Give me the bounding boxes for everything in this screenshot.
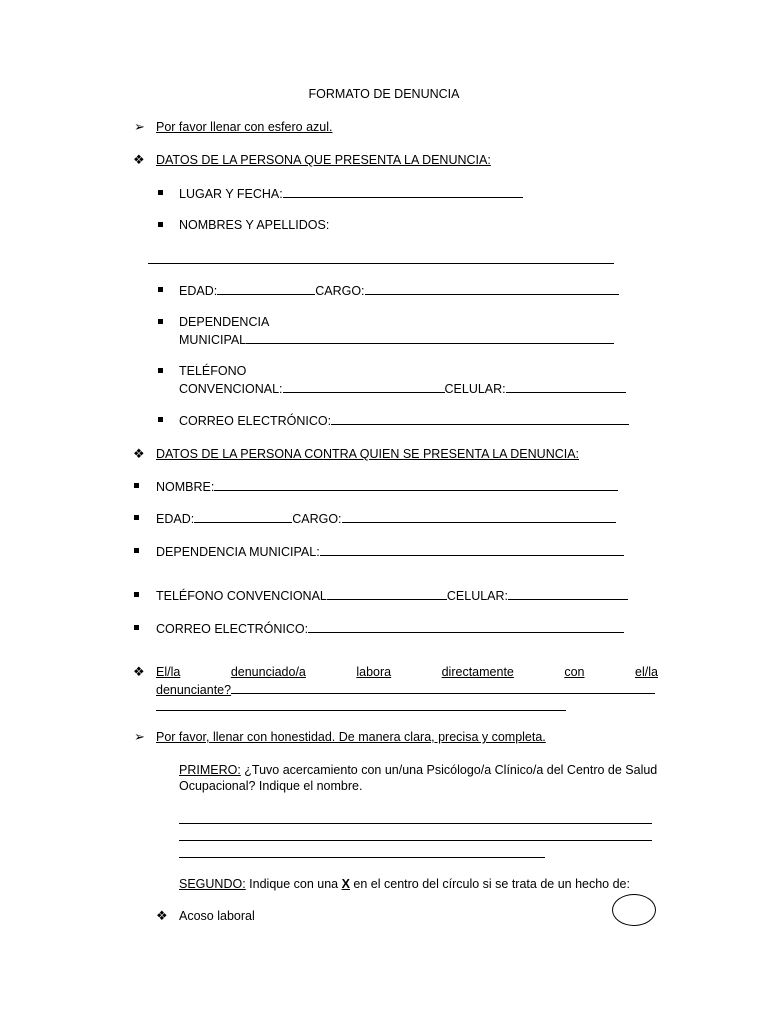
- field-label: EDAD:: [179, 284, 218, 298]
- blank-line[interactable]: [246, 332, 614, 344]
- field-label: CELULAR:: [446, 589, 509, 603]
- field-label: EDAD:: [156, 512, 195, 526]
- square-bullet-icon: [158, 287, 163, 292]
- field-label: CORREO ELECTRÓNICO:: [179, 414, 332, 428]
- option-acoso-laboral: Acoso laboral: [179, 909, 255, 923]
- blank-line[interactable]: [365, 283, 619, 295]
- blank-line[interactable]: [283, 186, 523, 198]
- field-dependencia-label: DEPENDENCIA: [179, 315, 270, 329]
- question-line-2[interactable]: [156, 682, 655, 697]
- instruction-blue-pen: Por favor llenar con esfero azul.: [156, 120, 333, 134]
- square-bullet-icon: [158, 368, 163, 373]
- blank-line[interactable]: [308, 621, 624, 633]
- field-telefono-label: TELÉFONO: [179, 364, 247, 378]
- question-word: el/la: [635, 665, 658, 679]
- field-label: CARGO:: [315, 284, 365, 298]
- blank-line[interactable]: [214, 479, 618, 491]
- mark-circle[interactable]: [612, 894, 656, 926]
- blank-line[interactable]: [320, 544, 624, 556]
- square-bullet-icon: [158, 417, 163, 422]
- field-label: TELÉFONO CONVENCIONAL: [156, 589, 327, 603]
- document-title: FORMATO DE DENUNCIA: [308, 87, 460, 101]
- field-edad-cargo[interactable]: [179, 283, 619, 298]
- square-bullet-icon: [134, 625, 139, 630]
- blank-line[interactable]: [506, 381, 626, 393]
- question-word: El/la: [156, 665, 181, 679]
- blank-line-primero[interactable]: [179, 840, 652, 841]
- square-bullet-icon: [158, 190, 163, 195]
- blank-line[interactable]: [331, 413, 629, 425]
- field-correo-2[interactable]: [156, 621, 624, 636]
- blank-line[interactable]: [217, 283, 315, 295]
- primero-line-2: Ocupacional? Indique el nombre.: [179, 779, 363, 793]
- field-dependencia[interactable]: [179, 332, 614, 347]
- blank-line-question[interactable]: [156, 710, 566, 711]
- field-lugar-fecha[interactable]: [179, 186, 523, 201]
- blank-line[interactable]: [194, 511, 292, 523]
- question-line-1: [156, 665, 658, 679]
- section-1-heading: DATOS DE LA PERSONA QUE PRESENTA LA DENUNCIA:: [156, 153, 491, 167]
- field-telefono-celular[interactable]: [179, 381, 626, 396]
- question-word: labora: [356, 665, 392, 679]
- blank-line-nombres[interactable]: [148, 263, 614, 264]
- primero-label: PRIMERO:: [179, 763, 241, 777]
- segundo-text: Indique con una: [245, 877, 342, 891]
- arrow-bullet-icon: ➢: [134, 729, 145, 744]
- square-bullet-icon: [134, 483, 139, 488]
- square-bullet-icon: [134, 592, 139, 597]
- blank-line[interactable]: [508, 588, 628, 600]
- field-correo[interactable]: [179, 413, 629, 428]
- question-word: denunciado/a: [230, 665, 306, 679]
- field-label: CONVENCIONAL:: [179, 382, 283, 396]
- blank-line[interactable]: [327, 588, 447, 600]
- field-label: CELULAR:: [444, 382, 506, 396]
- blank-line-primero[interactable]: [179, 857, 545, 858]
- square-bullet-icon: [134, 548, 139, 553]
- blank-line-primero[interactable]: [179, 823, 652, 824]
- primero-line-1: [179, 763, 657, 777]
- segundo-text: en el centro del círculo si se trata de un hecho de:: [349, 877, 630, 891]
- primero-text: ¿Tuvo acercamiento con un/una Psicólogo/a Clínico/a del Centro de Salud: [240, 763, 658, 777]
- diamond-bullet-icon: ❖: [156, 908, 168, 923]
- field-telefono-celular-2[interactable]: [156, 588, 628, 603]
- square-bullet-icon: [158, 222, 163, 227]
- question-word: con: [564, 665, 585, 679]
- field-label: MUNICIPAL: [179, 333, 247, 347]
- segundo-label: SEGUNDO:: [179, 877, 246, 891]
- field-edad-cargo-2[interactable]: [156, 511, 616, 526]
- square-bullet-icon: [158, 319, 163, 324]
- field-label: DEPENDENCIA MUNICIPAL:: [156, 545, 320, 559]
- field-label: LUGAR Y FECHA:: [179, 187, 283, 201]
- diamond-bullet-icon: ❖: [133, 446, 145, 461]
- blank-line[interactable]: [342, 511, 616, 523]
- question-word: denunciante?: [156, 683, 232, 697]
- blank-line[interactable]: [283, 381, 445, 393]
- square-bullet-icon: [134, 515, 139, 520]
- section-2-heading: DATOS DE LA PERSONA CONTRA QUIEN SE PRESENTA LA DENUNCIA:: [156, 447, 580, 461]
- instruction-honesty: Por favor, llenar con honestidad. De manera clara, precisa y completa.: [156, 730, 546, 744]
- field-label: CARGO:: [292, 512, 342, 526]
- segundo-line: [179, 877, 630, 891]
- diamond-bullet-icon: ❖: [133, 152, 145, 167]
- blank-line[interactable]: [231, 682, 655, 694]
- segundo-mark: X: [341, 877, 350, 891]
- field-nombres-label: NOMBRES Y APELLIDOS:: [179, 218, 330, 232]
- field-nombre-2[interactable]: [156, 479, 618, 494]
- question-word: directamente: [441, 665, 514, 679]
- arrow-bullet-icon: ➢: [134, 119, 145, 134]
- field-dependencia-2[interactable]: [156, 544, 624, 559]
- diamond-bullet-icon: ❖: [133, 664, 145, 679]
- field-label: CORREO ELECTRÓNICO:: [156, 622, 309, 636]
- field-label: NOMBRE:: [156, 480, 215, 494]
